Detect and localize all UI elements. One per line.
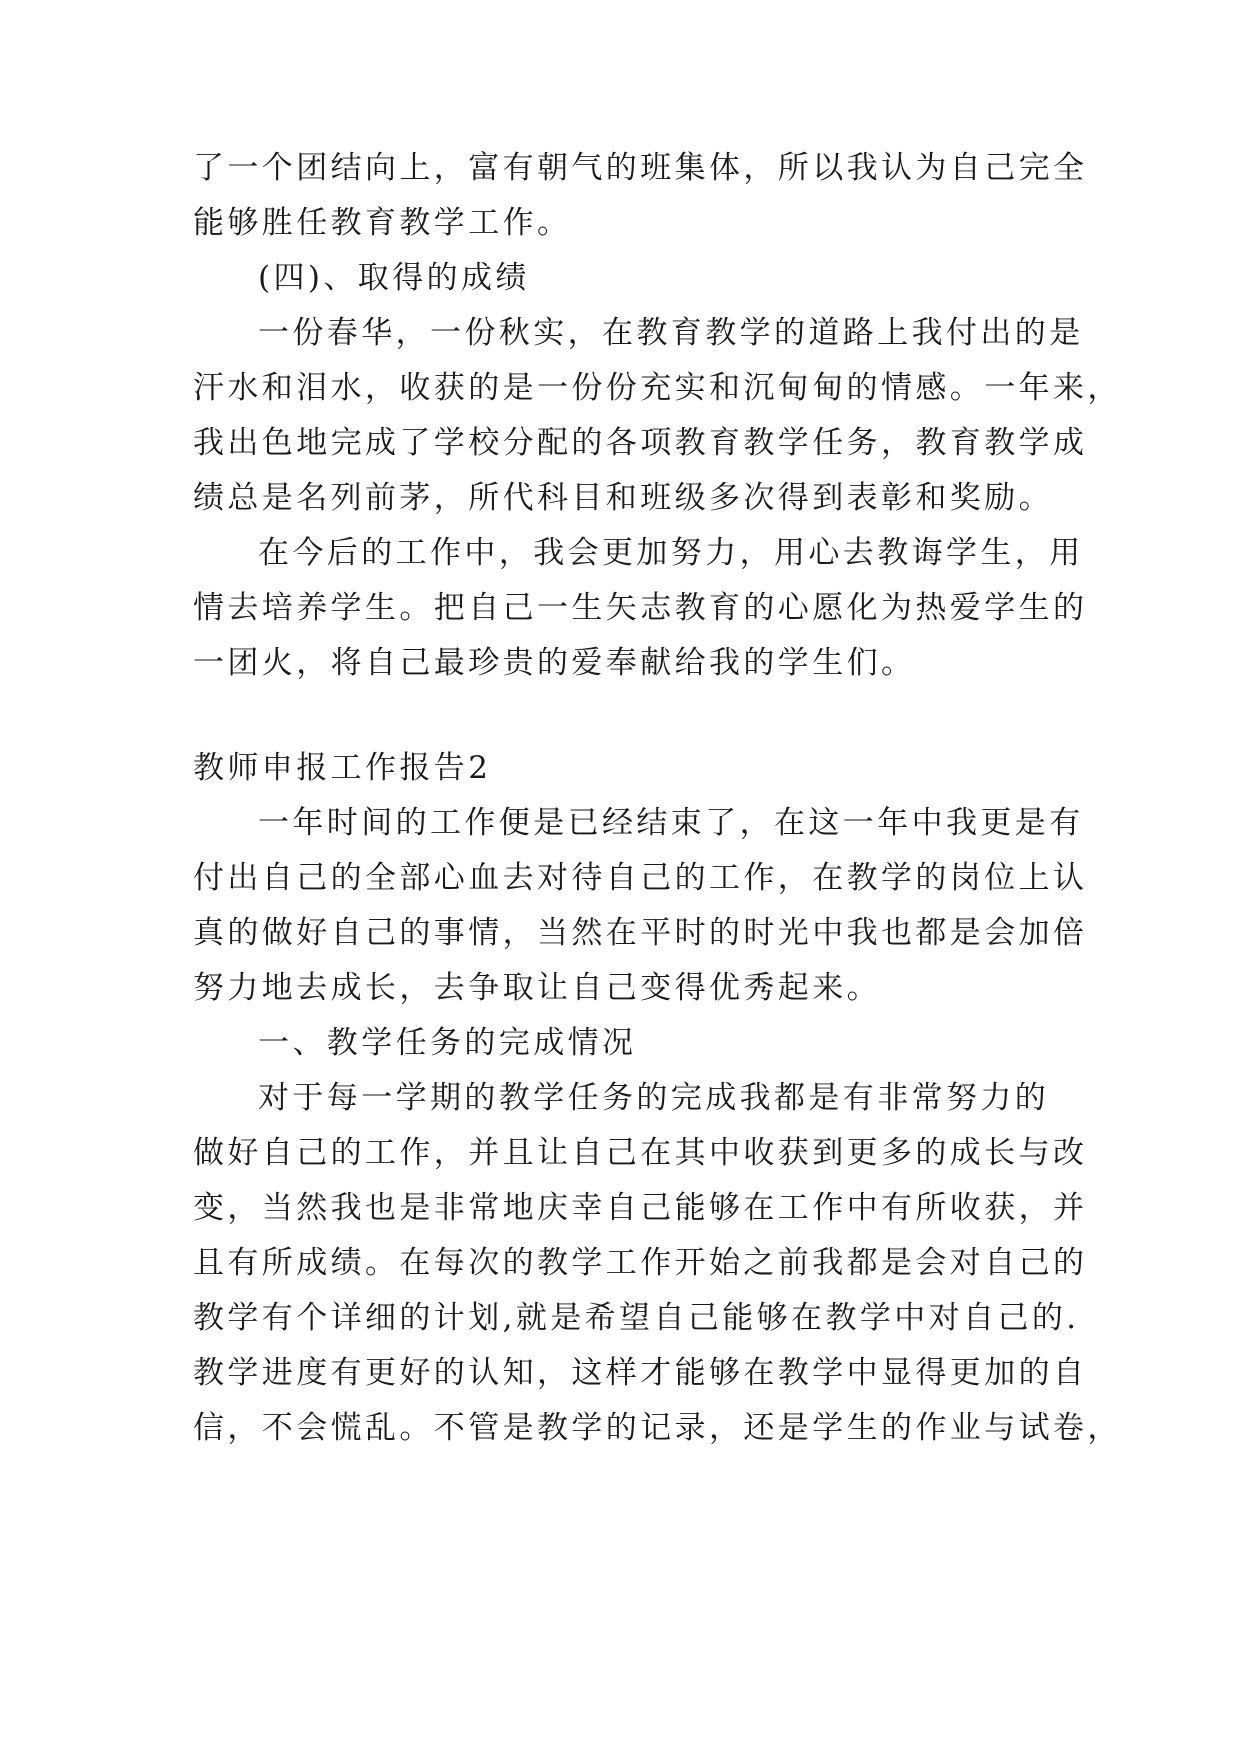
paragraph-line: 在今后的工作中，我会更加努力，用心去教诲学生，用 <box>258 535 1084 571</box>
paragraph-line: 教学有个详细的计划,就是希望自己能够在教学中对自己的. <box>193 1300 1080 1336</box>
paragraph-line: 一年时间的工作便是已经结束了，在这一年中我更是有 <box>258 805 1084 841</box>
paragraph-line: 我出色地完成了学校分配的各项教育教学任务，教育教学成 <box>193 425 1088 461</box>
paragraph-line: 付出自己的全部心血去对待自己的工作，在教学的岗位上认 <box>193 860 1088 896</box>
paragraph-line: 能够胜任教育教学工作。 <box>193 205 572 241</box>
paragraph-line: 绩总是名列前茅，所代科目和班级多次得到表彰和奖励。 <box>193 480 1053 516</box>
paragraph-line: 变，当然我也是非常地庆幸自己能够在工作中有所收获，并 <box>193 1190 1088 1226</box>
paragraph-line: 汗水和泪水，收获的是一份份充实和沉甸甸的情感。一年来， <box>193 370 1122 406</box>
paragraph-line: 努力地去成长，去争取让自己变得优秀起来。 <box>193 970 881 1006</box>
paragraph-line: 教学进度有更好的认知，这样才能够在教学中显得更加的自 <box>193 1355 1088 1391</box>
section-heading: (四)、取得的成绩 <box>258 260 530 296</box>
paragraph-line: 一团火，将自己最珍贵的爱奉献给我的学生们。 <box>193 645 916 681</box>
paragraph-line: 真的做好自己的事情，当然在平时的时光中我也都是会加倍 <box>193 915 1088 951</box>
report-title: 教师申报工作报告2 <box>193 750 492 786</box>
paragraph-line: 做好自己的工作，并且让自己在其中收获到更多的成长与改 <box>193 1135 1088 1171</box>
paragraph-line: 情去培养学生。把自己一生矢志教育的心愿化为热爱学生的 <box>193 590 1088 626</box>
paragraph-line: 对于每一学期的教学任务的完成我都是有非常努力的 <box>258 1080 1050 1116</box>
paragraph-line: 信，不会慌乱。不管是教学的记录，还是学生的作业与试卷， <box>193 1410 1122 1446</box>
section-heading: 一、教学任务的完成情况 <box>258 1025 637 1061</box>
paragraph-line: 一份春华，一份秋实，在教育教学的道路上我付出的是 <box>258 315 1084 351</box>
paragraph-line: 且有所成绩。在每次的教学工作开始之前我都是会对自己的 <box>193 1245 1088 1281</box>
paragraph-line: 了一个团结向上，富有朝气的班集体，所以我认为自己完全 <box>193 150 1088 186</box>
